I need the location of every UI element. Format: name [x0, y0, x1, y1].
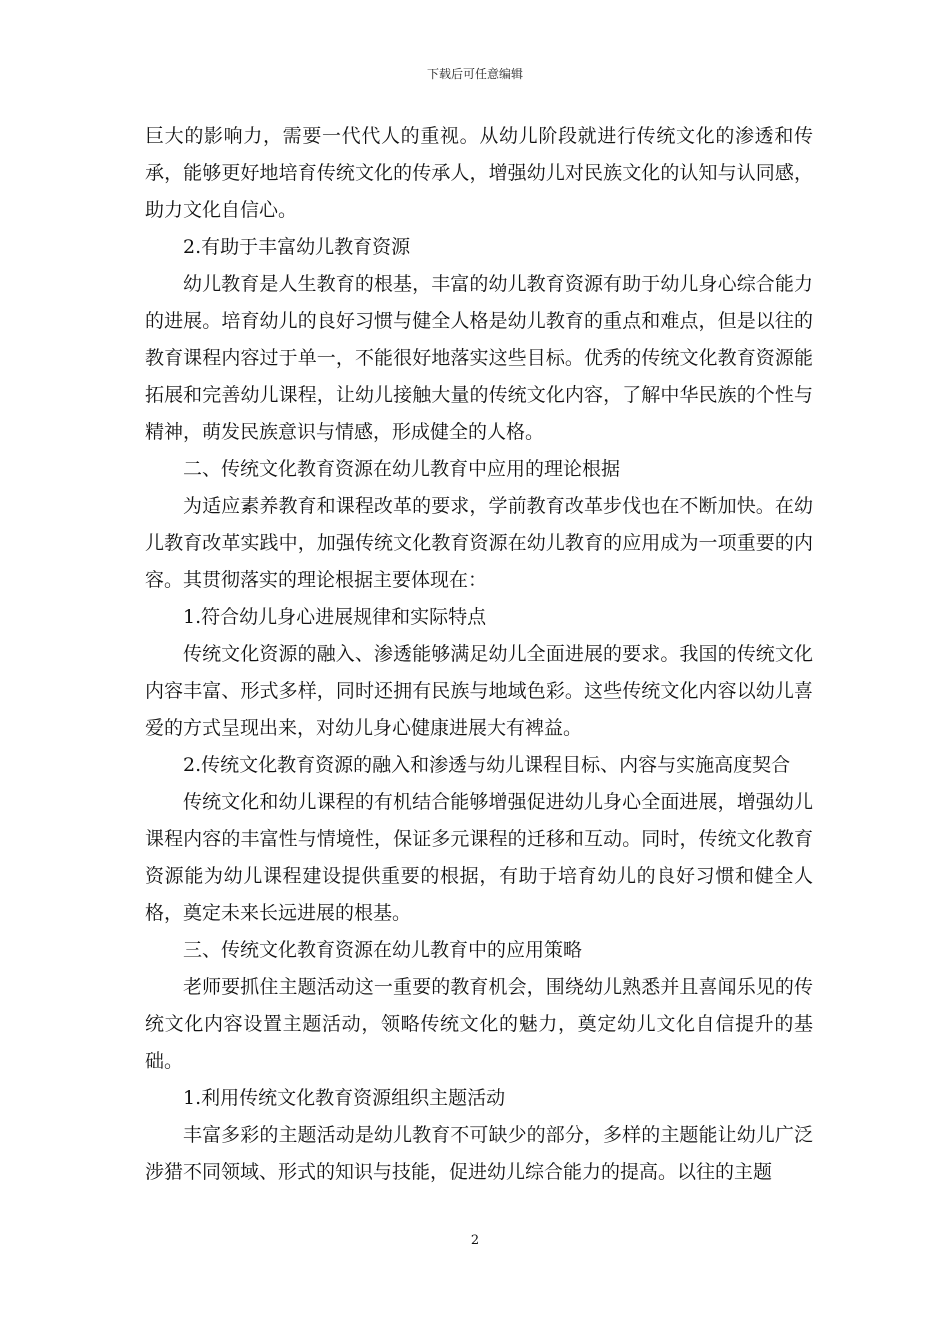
document-body [145, 118, 813, 1191]
paragraph: 老师要抓住主题活动这一重要的教育机会，围绕幼儿熟悉并且喜闻乐见的传统文化内容设置主题活动，领略传统文化的魅力，奠定幼儿文化自信提升的基础。 [145, 976, 813, 1072]
paragraph: 丰富多彩的主题活动是幼儿教育不可缺少的部分，多样的主题能让幼儿广泛涉猎不同领域、形式的知识与技能，促进幼儿综合能力的提高。以往的主题 [145, 1124, 813, 1183]
paragraph: 为适应素养教育和课程改革的要求，学前教育改革步伐也在不断加快。在幼儿教育改革实践中，加强传统文化教育资源在幼儿教育的应用成为一项重要的内容。其贯彻落实的理论根据主要体现在： [145, 495, 813, 591]
section-heading: 1.利用传统文化教育资源组织主题活动 [183, 1087, 506, 1109]
section-heading: 2.传统文化教育资源的融入和渗透与幼儿课程目标、内容与实施高度契合 [183, 754, 791, 776]
section-heading: 1.符合幼儿身心进展规律和实际特点 [183, 606, 487, 628]
page-number: 2 [470, 1233, 480, 1248]
page-header: 下载后可任意编辑 [426, 67, 523, 81]
paragraph: 幼儿教育是人生教育的根基，丰富的幼儿教育资源有助于幼儿身心综合能力的进展。培育幼儿的良好习惯与健全人格是幼儿教育的重点和难点，但是以往的教育课程内容过于单一，不能很好地落实这些目标。优秀的传统文化教育资源能拓展和完善幼儿课程，让幼儿接触大量的传统文化内容，了解中华民族的个性与精神，萌发民族意识与情感，形成健全的人格。 [145, 273, 813, 443]
section-heading: 2.有助于丰富幼儿教育资源 [183, 236, 411, 258]
section-heading: 三、传统文化教育资源在幼儿教育中的应用策略 [183, 939, 583, 961]
paragraph: 传统文化和幼儿课程的有机结合能够增强促进幼儿身心全面进展，增强幼儿课程内容的丰富性与情境性，保证多元课程的迁移和互动。同时，传统文化教育资源能为幼儿课程建设提供重要的根据，有助于培育幼儿的良好习惯和健全人格，奠定未来长远进展的根基。 [145, 791, 813, 924]
paragraph: 巨大的影响力，需要一代代人的重视。从幼儿阶段就进行传统文化的渗透和传承，能够更好地培育传统文化的传承人，增强幼儿对民族文化的认知与认同感，助力文化自信心。 [145, 125, 813, 221]
section-heading: 二、传统文化教育资源在幼儿教育中应用的理论根据 [183, 458, 621, 480]
paragraph: 传统文化资源的融入、渗透能够满足幼儿全面进展的要求。我国的传统文化内容丰富、形式多样，同时还拥有民族与地域色彩。这些传统文化内容以幼儿喜爱的方式呈现出来，对幼儿身心健康进展大有裨益。 [145, 643, 813, 739]
